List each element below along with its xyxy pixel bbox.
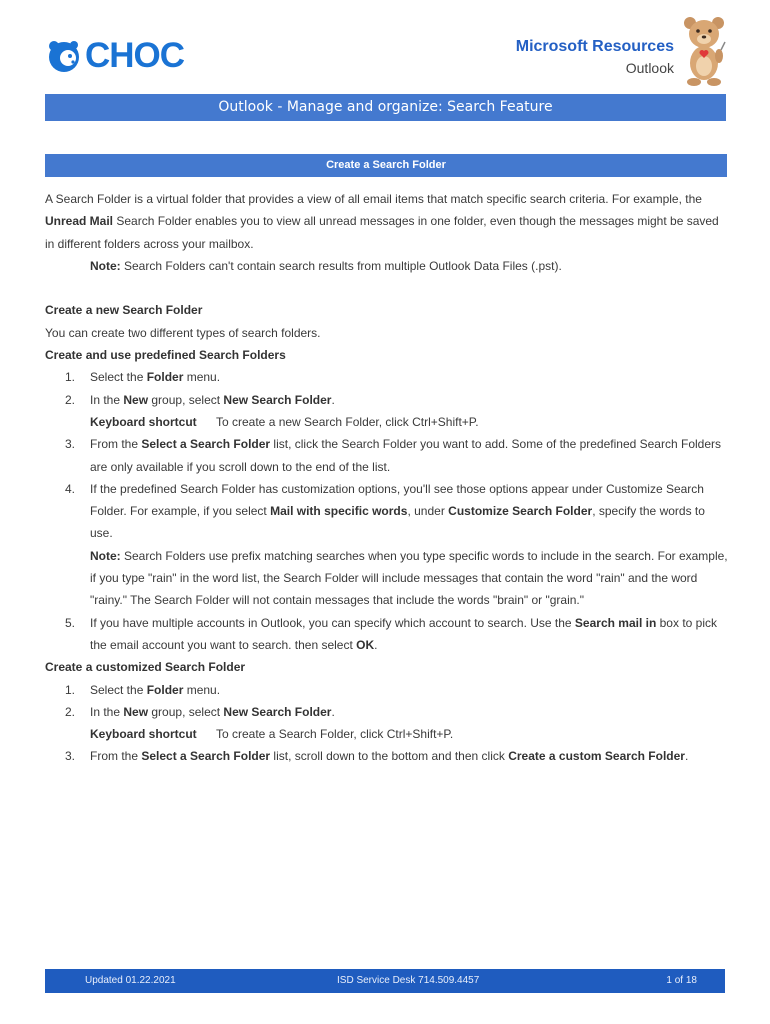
step-bold: Select a Search Folder (141, 749, 271, 764)
step-text: . (331, 704, 335, 719)
step-text: If the predefined Search Folder has customization options, you'll see those options appear under Customize Search Folder. For example, if you select (90, 481, 704, 519)
note-text: Search Folders use prefix matching searches when you type specific words to include in the search. For example, if you type "rain" in the word list, the Search Folder will include messages that contain the word "rain" and the word "rainy." The Search Folder will not contain messages that include the words "brain" or "grain." (90, 548, 728, 608)
list-number: 5. (65, 615, 76, 630)
step-bold: New (123, 392, 149, 407)
step-text: In the (90, 392, 124, 407)
step-note (45, 545, 729, 612)
note-text: Search Folders can't contain search results from multiple Outlook Data Files (.pst). (120, 258, 562, 273)
shortcut-label: Keyboard shortcut (90, 727, 197, 742)
document-header (516, 36, 674, 78)
list-number: 3. (65, 437, 76, 452)
step-bold: Search mail in (574, 615, 657, 630)
shortcut-text: To create a new Search Folder, click Ctrl+Shift+P. (216, 414, 479, 429)
step-text: , under (407, 504, 449, 519)
list-number: 1. (65, 682, 76, 697)
document-body (45, 188, 729, 768)
step-bold: OK (356, 637, 375, 652)
list-item (45, 679, 729, 701)
step-text: menu. (183, 370, 221, 385)
list-item (45, 612, 729, 657)
step-text: group, select (148, 392, 224, 407)
step-text: If you have multiple accounts in Outlook, you can specify which account to search. Use the (90, 615, 575, 630)
intro-text-2: Search Folder enables you to view all unread messages in one folder, even though the messages might be saved in different folders across your mailbox. (45, 214, 719, 251)
page-footer (45, 969, 725, 993)
header-subtitle: Outlook (625, 60, 674, 76)
list-item (45, 701, 729, 723)
step-text: . (374, 637, 378, 652)
intro-paragraph (45, 188, 729, 255)
keyboard-shortcut-tip (45, 411, 729, 433)
heading-customized: Create a customized Search Folder (45, 660, 246, 675)
choc-logo (46, 36, 184, 76)
list-number: 4. (65, 481, 76, 496)
heading-create-new: Create a new Search Folder (45, 303, 203, 318)
footer-page-number: 1 of 18 (666, 975, 697, 986)
step-bold: Create a custom Search Folder (508, 749, 685, 764)
step-text: . (684, 749, 689, 764)
note-label: Note: (90, 258, 121, 273)
step-bold: New Search Folder (223, 704, 332, 719)
step-text: menu. (183, 682, 221, 697)
intro-bold-unread-mail: Unread Mail (45, 214, 114, 229)
step-text: Select the (90, 370, 147, 385)
list-number: 3. (65, 749, 76, 764)
step-text: box to pick the email account you want to search. then select (90, 615, 717, 652)
footer-updated-date: Updated 01.22.2021 (85, 975, 176, 986)
logo-text: CHOC (85, 36, 185, 75)
list-item (45, 433, 729, 478)
heading-predefined: Create and use predefined Search Folders (45, 348, 286, 363)
list-number: 2. (65, 704, 76, 719)
document-title-bar: Outlook - Manage and organize: Search Feature (45, 94, 726, 121)
step-bold: New (123, 704, 149, 719)
list-number: 2. (65, 392, 76, 407)
step-bold: Folder (146, 370, 184, 385)
step-bold: Select a Search Folder (141, 437, 271, 452)
shortcut-label: Keyboard shortcut (90, 414, 197, 429)
bear-mascot-icon (682, 14, 728, 88)
step-bold: Customize Search Folder (448, 504, 593, 519)
step-bold: New Search Folder (223, 392, 332, 407)
header-title: Microsoft Resources (515, 38, 674, 55)
step-text: , specify the words to use. (90, 504, 705, 541)
intro-note (45, 255, 729, 277)
step-text: . (331, 392, 335, 407)
step-text: In the (90, 704, 124, 719)
footer-service-desk: ISD Service Desk 714.509.4457 (337, 975, 480, 986)
intro-text-1: A Search Folder is a virtual folder that provides a view of all email items that match specific search criteria. For example, the (45, 192, 702, 206)
choc-bear-logo-icon (46, 38, 82, 74)
step-text: list, scroll down to the bottom and then click (270, 749, 509, 764)
step-text: group, select (148, 704, 224, 719)
create-new-desc: You can create two different types of search folders. (45, 325, 321, 340)
step-text: Select the (90, 682, 147, 697)
step-text: From the (90, 749, 142, 764)
note-label: Note: (90, 548, 121, 563)
section-header-create-search-folder: Create a Search Folder (45, 154, 727, 177)
list-number: 1. (65, 370, 76, 385)
step-bold: Folder (146, 682, 184, 697)
step-text: list, click the Search Folder you want to add. Some of the predefined Search Folders are only available if you scroll down to the end of the list. (90, 437, 721, 474)
list-item (45, 745, 729, 767)
keyboard-shortcut-tip (45, 723, 729, 745)
list-item (45, 389, 729, 411)
list-item (45, 366, 729, 388)
step-bold: Mail with specific words (270, 504, 408, 519)
shortcut-text: To create a Search Folder, click Ctrl+Shift+P. (216, 727, 454, 742)
list-item (45, 478, 729, 545)
step-text: From the (90, 437, 142, 452)
